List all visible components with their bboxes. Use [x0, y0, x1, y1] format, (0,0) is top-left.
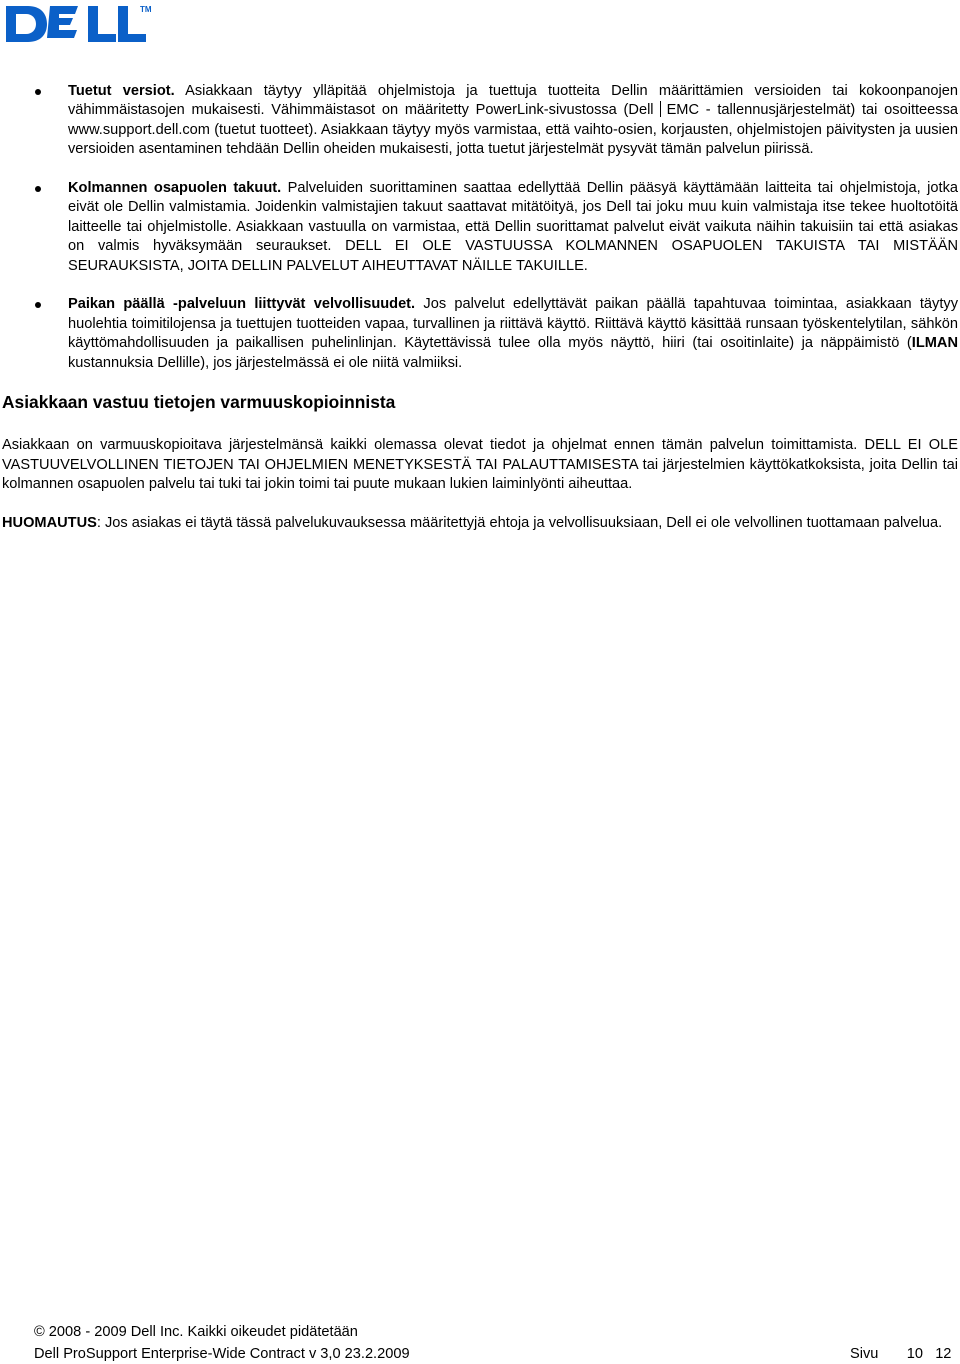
bullet-icon: [35, 302, 41, 308]
page-footer: [34, 1322, 952, 1364]
item-text-continued: EMC - tallennusjärjestelmät) tai osoitteessa www.support.dell.com (tuetut tuotteet). Asiakkaan täytyy myös varmistaa, että vaihto-osien, korjausten, ohjelmistojen päivitysten ja uusien versioiden asentaminen tehdään Dellin oheiden mukaisesti, jotta tuetut järjestelmät pysyvät tämän palvelun piirissä.: [68, 102, 958, 158]
item-text: Jos palvelut edellyttävät paikan päällä tapahtuvaa toimintaa, asiakkaan täytyy huolehtia toimitilojensa ja tuettujen tuotteiden vapaa, turvallinen ja riittävä käyttö. Riittävä käyttö käsittää runsaan työskentelytilan, sähkön käyttömahdollisuuden ja paikallisen puhelinlinjan. Käytettävissä tulee olla myös näyttö, hiiri (tai osoitinlaite) ja näppäimistö (: [68, 296, 958, 352]
page-label: Sivu: [850, 1346, 879, 1362]
item-title: Kolmannen osapuolen takuut.: [68, 180, 282, 197]
footer-copyright: © 2008 - 2009 Dell Inc. Kaikki oikeudet pidätetään: [34, 1324, 358, 1340]
footer-contract: Dell ProSupport Enterprise-Wide Contract v 3,0 23.2.2009: [34, 1346, 410, 1362]
document-body: [2, 82, 958, 553]
page-total: 12: [935, 1346, 952, 1362]
page-number: [850, 1344, 951, 1364]
list-item: [2, 295, 958, 373]
item-text-end: kustannuksia Dellille), jos järjestelmässä ei ole niitä valmiiksi.: [68, 354, 463, 371]
bullet-icon: [35, 186, 41, 192]
list-item: [2, 179, 958, 276]
backup-paragraph: Asiakkaan on varmuuskopioitava järjestelmänsä kaikki olemassa olevat tiedot ja ohjelmat ennen tämän palvelun toimittamista. DELL EI OLE VASTUUVELVOLLINEN TIETOJEN TAI OHJELMIEN MENETYKSESTÄ TAI PALAUTTAMISESTA tai järjestelmien käyttökatkoksista, joita Dellin tai kolmannen osapuolen palvelu tai tuki tai jokin toimi tai puute mukaan lukien laiminlyönti aiheuttaa.: [2, 437, 958, 493]
note-text: : Jos asiakas ei täytä tässä palvelukuvauksessa määritettyjä ehtoja ja velvollisuuksiaan, Dell ei ole velvollinen tuottamaan palvelua.: [96, 515, 943, 532]
list-item: [2, 82, 958, 160]
obligations-list: [2, 82, 958, 373]
dell-logo-icon: [4, 2, 154, 48]
section-heading: Asiakkaan vastuu tietojen varmuuskopioinnista: [2, 392, 396, 413]
item-title: Tuetut versiot.: [68, 83, 175, 99]
note-label: HUOMAUTUS: [2, 515, 97, 532]
note-paragraph: [2, 514, 958, 533]
item-text: Asiakkaan täytyy ylläpitää ohjelmistoja ja tuettuja tuotteita Dellin määrittämien versioiden tai kokoonpanojen vähimmäistasojen mukaisesti. Vähimmäistasot on määritetty PowerLink-sivustossa (Dell: [68, 83, 958, 119]
pipe-separator: [660, 101, 661, 117]
bullet-icon: [35, 89, 41, 95]
page-current: 10: [906, 1346, 924, 1362]
item-text: Palveluiden suorittaminen saattaa edellyttää Dellin pääsyä käyttämään laitteita tai ohjelmistoja, jotka eivät ole Dellin valmistamia. Joidenkin valmistajien takuut saattavat mitätöityä, jos Dell tai joku muu kuin valmistaja itse tekee huoltotöitä laitteelle tai ohjelmistolle. Asiakkaan vastuulla on varmistaa, että Dellin suorittamat palvelut eivät vaikuta näihin takuisiin tai että asiakas on valmis hyväksymään seuraukset. DELL EI OLE VASTUUSSA KOLMANNEN OSAPUOLEN TAKUISTA TAI MISTÄÄN SEURAUKSISTA, JOITA DELLIN PALVELUT AIHEUTTAVAT NÄILLE TAKUILLE.: [68, 180, 958, 274]
item-title: Paikan päällä -palveluun liittyvät velvollisuudet.: [68, 296, 416, 313]
logo-trademark: TM: [140, 5, 152, 14]
dell-logo: [4, 2, 154, 48]
footer-row: [34, 1344, 952, 1364]
item-emphasis: ILMAN: [911, 335, 958, 352]
